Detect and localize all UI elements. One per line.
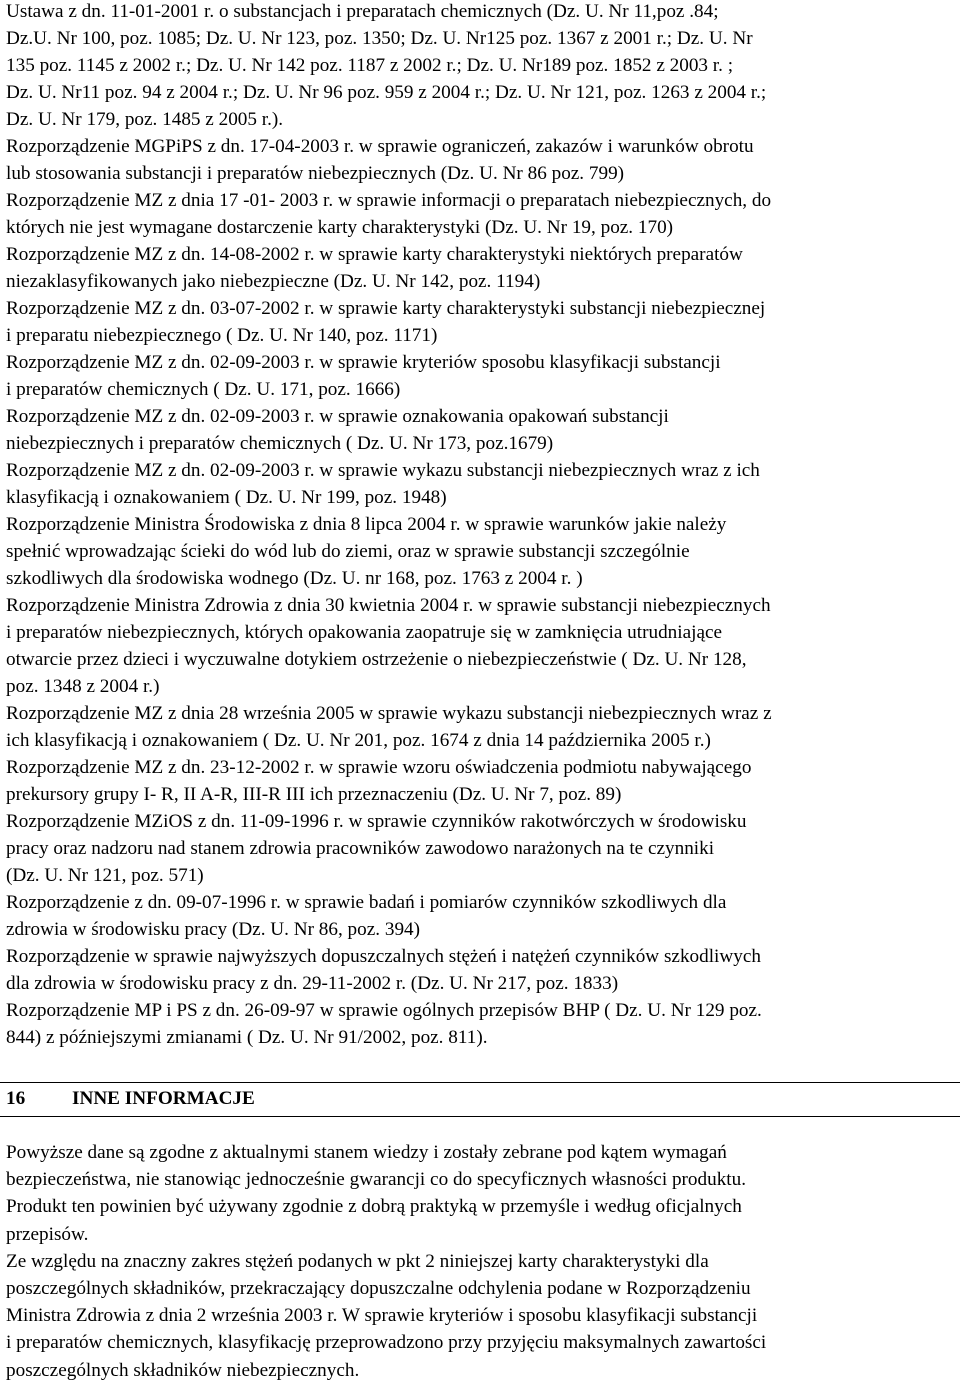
section-header — [0, 1082, 960, 1117]
other-information-text: Powyższe dane są zgodne z aktualnymi stanem wiedzy i zostały zebrane pod kątem wymagań bezpieczeństwa, nie stanowiąc jednocześnie gwarancji co do specyficznych własności produktu. Produkt ten powinien być używany zgodnie z dobrą praktyką w przemyśle i według oficjalnych przepisów. Ze względu na znaczny zakres stężeń podanych w pkt 2 niniejszej karty charakterystyki dla poszczególnych składników, przekraczający dopuszczalne odchylenia podane w Rozporządzeniu Ministra Zdrowia z dnia 2 września 2003 r. W sprawie kryteriów i sposobu klasyfikacji substancji i preparatów chemicznych, klasyfikację przeprowadzono przy przyjęciu maksymalnych zawartości poszczególnych składników niebezpiecznych. — [6, 1142, 767, 1381]
section-number: 16 — [6, 1088, 26, 1109]
section-title: INNE INFORMACJE — [72, 1088, 255, 1109]
regulations-list: Ustawa z dn. 11-01-2001 r. o substancjach i preparatach chemicznych (Dz. U. Nr 11,poz .84; Dz.U. Nr 100, poz. 1085; Dz. U. Nr 123, poz. 1350; Dz. U. Nr125 poz. 1367 z 2001 r.; Dz. U. Nr 135 poz. 1145 z 2002 r.; Dz. U. Nr 142 poz. 1187 z 2002 r.; Dz. U. Nr189 poz. 1852 z 2003 r. ; Dz. U. Nr11 poz. 94 z 2004 r.; Dz. U. Nr 96 poz. 959 z 2004 r.; Dz. U. Nr 121, poz. 1263 z 2004 r.; Dz. U. Nr 179, poz. 1485 z 2005 r.). Rozporządzenie MGPiPS z dn. 17-04-2003 r. w sprawie ograniczeń, zakazów i warunków obrotu lub stosowania substancji i preparatów niebezpiecznych (Dz. U. Nr 86 poz. 799) Rozporządzenie MZ z dnia 17 -01- 2003 r. w sprawie informacji o preparatach niebezpiecznych, do których nie jest wymagane dostarczenie karty charakterystyki (Dz. U. Nr 19, poz. 170) Rozporządzenie MZ z dn. 14-08-2002 r. w sprawie karty charakterystyki niektórych preparatów niezaklasyfikowanych jako niebezpieczne (Dz. U. Nr 142, poz. 1194) Rozporządzenie MZ z dn. 03-07-2002 r. w sprawie karty charakterystyki substancji niebezpiecznej i preparatu niebezpiecznego ( Dz. U. Nr 140, poz. 1171) Rozporządzenie MZ z dn. 02-09-2003 r. w sprawie kryteriów sposobu klasyfikacji substancji i preparatów chemicznych ( Dz. U. 171, poz. 1666) Rozporządzenie MZ z dn. 02-09-2003 r. w sprawie oznakowania opakowań substancji niebezpiecznych i preparatów chemicznych ( Dz. U. Nr 173, poz.1679) Rozporządzenie MZ z dn. 02-09-2003 r. w sprawie wykazu substancji niebezpiecznych wraz z ich klasyfikacją i oznakowaniem ( Dz. U. Nr 199, poz. 1948) Rozporządzenie Ministra Środowiska z dnia 8 lipca 2004 r. w sprawie warunków jakie należy spełnić wprowadzając ścieki do wód lub do ziemi, oraz w sprawie substancji szczególnie szkodliwych dla środowiska wodnego (Dz. U. nr 168, poz. 1763 z 2004 r. ) Rozporządzenie Ministra Zdrowia z dnia 30 kwietnia 2004 r. w sprawie substancji niebezpiecznych i preparatów niebezpiecznych, których opakowania zaopatruje się w zamknięcia utrudniające otwarcie przez dzieci i wyczuwalne dotykiem ostrzeżenie o niebezpieczeństwie ( Dz. U. Nr 128, poz. 1348 z 2004 r.) Rozporządzenie MZ z dnia 28 września 2005 w sprawie wykazu substancji niebezpiecznych wraz z ich klasyfikacją i oznakowaniem ( Dz. U. Nr 201, poz. 1674 z dnia 14 października 2005 r.) Rozporządzenie MZ z dn. 23-12-2002 r. w sprawie wzoru oświadczenia podmiotu nabywającego prekursory grupy I- R, II A-R, III-R III ich przeznaczeniu (Dz. U. Nr 7, poz. 89) Rozporządzenie MZiOS z dn. 11-09-1996 r. w sprawie czynników rakotwórczych w środowisku pracy oraz nadzoru nad stanem zdrowia pracowników zawodowo narażonych na te czynniki (Dz. U. Nr 121, poz. 571) Rozporządzenie z dn. 09-07-1996 r. w sprawie badań i pomiarów czynników szkodliwych dla zdrowia w środowisku pracy (Dz. U. Nr 86, poz. 394) Rozporządzenie w sprawie najwyższych dopuszczalnych stężeń i natężeń czynników szkodliwych dla zdrowia w środowisku pracy z dn. 29-11-2002 r. (Dz. U. Nr 217, poz. 1833) Rozporządzenie MP i PS z dn. 26-09-97 w sprawie ogólnych przepisów BHP ( Dz. U. Nr 129 poz. 844) z późniejszymi zmianami ( Dz. U. Nr 91/2002, poz. 811). — [6, 1, 772, 1048]
